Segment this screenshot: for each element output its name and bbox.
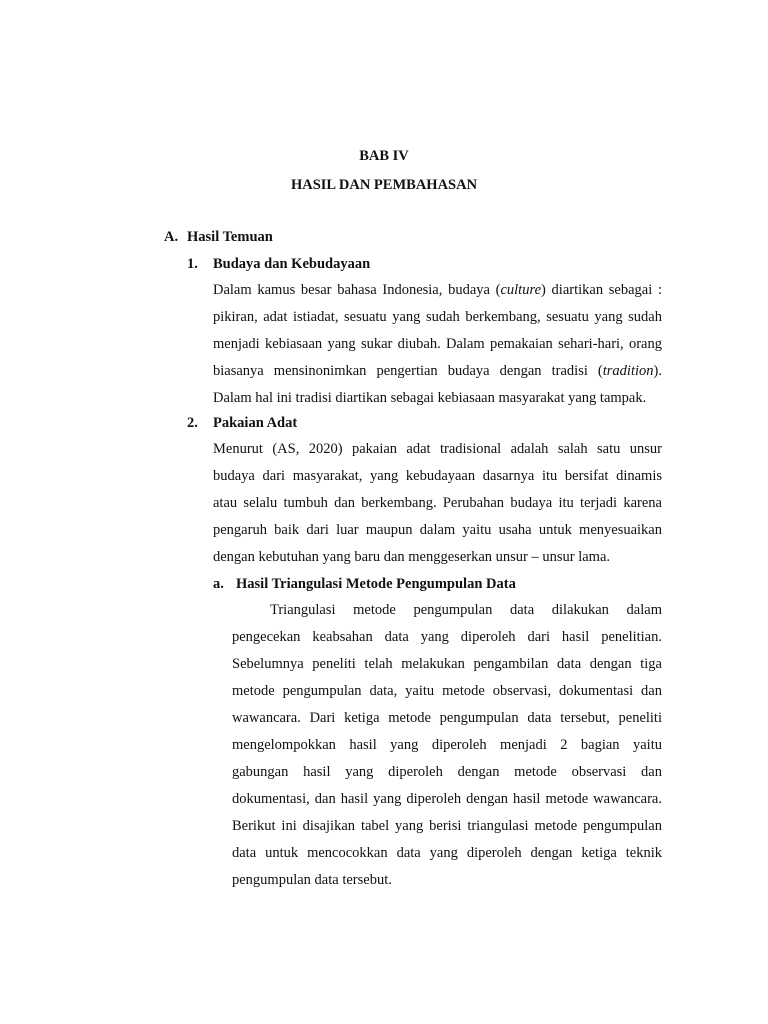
paragraph-line: Menurut (AS, 2020) pakaian adat tradisional adalah salah satu unsur xyxy=(213,441,662,457)
paragraph-line: Berikut ini disajikan tabel yang berisi triangulasi metode pengumpulan xyxy=(232,818,662,834)
paragraph-line xyxy=(213,358,662,385)
chapter-title: HASIL DAN PEMBAHASAN xyxy=(290,177,478,193)
paragraph-line: dengan kebutuhan yang baru dan menggeserkan unsur – unsur lama. xyxy=(213,549,611,565)
paragraph-line: Sebelumnya peneliti telah melakukan pengambilan data dengan tiga xyxy=(232,656,662,672)
item-1-paragraph xyxy=(213,277,662,412)
item-1-title: Budaya dan Kebudayaan xyxy=(213,256,371,272)
paragraph-line: Dalam hal ini tradisi diartikan sebagai kebiasaan masyarakat yang tampak. xyxy=(213,390,647,406)
paragraph-line: budaya dari masyarakat, yang kebudayaan dasarnya itu bersifat dinamis xyxy=(213,468,662,484)
subitem-a-marker: a. xyxy=(213,576,224,592)
chapter-number: BAB IV xyxy=(359,148,409,164)
paragraph-line: pengecekan keabsahan data yang diperoleh dari hasil penelitian. xyxy=(232,629,662,645)
paragraph-line: pengaruh baik dari luar maupun dalam yaitu usaha untuk menyesuaikan xyxy=(213,522,662,538)
paragraph-line: Triangulasi metode pengumpulan data dilakukan dalam xyxy=(270,602,662,618)
line-segment: ) diartikan sebagai : xyxy=(541,282,662,298)
paragraph-line xyxy=(213,277,662,304)
subitem-a-title: Hasil Triangulasi Metode Pengumpulan Data xyxy=(236,576,516,592)
item-1-marker: 1. xyxy=(187,256,198,272)
item-2-title: Pakaian Adat xyxy=(213,415,298,431)
paragraph-line: wawancara. Dari ketiga metode pengumpulan data tersebut, peneliti xyxy=(232,710,662,726)
italic-term: culture xyxy=(500,282,542,298)
line-segment: Dalam kamus besar bahasa Indonesia, budaya ( xyxy=(213,282,501,298)
paragraph-line: pengumpulan data tersebut. xyxy=(232,872,392,888)
paragraph-line: mengelompokkan hasil yang diperoleh menjadi 2 bagian yaitu xyxy=(232,737,662,753)
paragraph-line: pikiran, adat istiadat, sesuatu yang sudah berkembang, sesuatu yang sudah xyxy=(213,309,662,325)
line-segment: ). xyxy=(653,363,662,379)
paragraph-line: metode pengumpulan data, yaitu metode observasi, dokumentasi dan xyxy=(232,683,662,699)
italic-term: tradition xyxy=(602,363,654,379)
subitem-a-paragraph xyxy=(232,597,662,894)
item-2-marker: 2. xyxy=(187,415,198,431)
section-a-marker: A. xyxy=(164,229,179,245)
paragraph-line: menjadi kebiasaan yang sukar diubah. Dalam pemakaian sehari-hari, orang xyxy=(213,336,662,352)
paragraph-line: gabungan hasil yang diperoleh dengan metode observasi dan xyxy=(232,764,662,780)
paragraph-line: dokumentasi, dan hasil yang diperoleh dengan hasil metode wawancara. xyxy=(232,791,662,807)
paragraph-line: atau selalu tumbuh dan berkembang. Perubahan budaya itu terjadi karena xyxy=(213,495,662,511)
item-2-paragraph xyxy=(213,436,662,571)
section-a-title: Hasil Temuan xyxy=(187,229,273,245)
paragraph-line: data untuk mencocokkan data yang diperoleh dengan ketiga teknik xyxy=(232,845,662,861)
line-segment: biasanya mensinonimkan pengertian budaya dengan tradisi ( xyxy=(213,363,603,379)
